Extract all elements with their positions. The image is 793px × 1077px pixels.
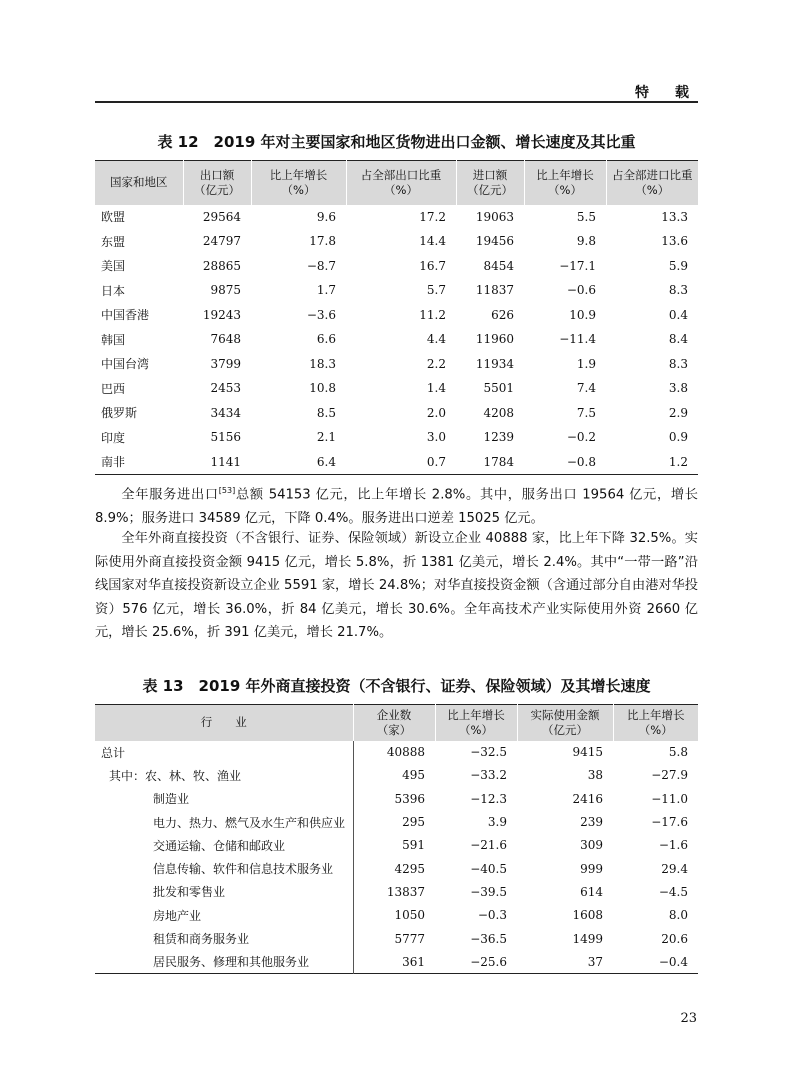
table-row [95, 810, 698, 833]
table-13-cell: 居民服务、修理和其他服务业 [95, 950, 353, 973]
table-13-cell: 租赁和商务服务业 [95, 927, 353, 950]
table-12-cell: 6.6 [316, 332, 336, 347]
table-row [95, 278, 698, 303]
table-12-cell: 1.9 [576, 356, 596, 371]
table-12-cell: 7648 [210, 332, 241, 347]
table-12-cell: 17.8 [309, 234, 336, 249]
table-13-cell: −39.5 [470, 884, 507, 899]
footnote-ref: [53] [218, 486, 236, 495]
table-13-header-cell: 比上年增长 （%） [435, 705, 517, 741]
table-row [95, 450, 698, 475]
table-12-cell: 中国台湾 [101, 357, 150, 372]
table-12-header-cell: 出口额 （亿元） [183, 161, 251, 205]
table-13-cell: 制造业 [95, 787, 353, 810]
table-12-cell: 3.8 [668, 381, 688, 396]
table-13 [95, 704, 698, 974]
table-12-cell: 7.5 [576, 405, 596, 420]
table-12-cell: 1784 [483, 454, 514, 469]
table-13-cell: −40.5 [470, 861, 507, 876]
table-12-cell: 俄罗斯 [101, 406, 138, 421]
table-12-header-cell: 国家和地区 [110, 175, 168, 190]
table-12-header-cell: 占全部出口比重 （%） [346, 161, 456, 205]
table-row [95, 352, 698, 377]
table-12-cell: 28865 [202, 258, 241, 273]
table-12-cell: 韩国 [101, 332, 126, 347]
table-12-cell: 南非 [101, 455, 126, 469]
table-12-header-cell: 比上年增长 （%） [524, 161, 606, 205]
table-13-cell: −32.5 [470, 745, 507, 760]
table-12-cell: −0.8 [566, 454, 596, 469]
table-12-cell: 3434 [210, 405, 241, 420]
table-12-cell: 16.7 [419, 258, 446, 273]
table-12-cell: 17.2 [419, 209, 446, 224]
table-12-cell: 8.3 [668, 356, 688, 371]
table-13-cell: −11.0 [651, 791, 688, 806]
table-row [95, 376, 698, 401]
table-row [95, 927, 698, 950]
table-row [95, 425, 698, 450]
table-12-cell: 6.4 [316, 454, 336, 469]
table-13-cell: 4295 [394, 861, 425, 876]
table-12-cell: 19063 [475, 209, 514, 224]
table-12-cell: 2453 [210, 381, 241, 396]
table-12-title: 表 12 2019 年对主要国家和地区货物进出口金额、增长速度及其比重 [157, 133, 636, 151]
table-13-cell: 239 [580, 815, 603, 830]
table-12-cell: 0.9 [668, 430, 688, 445]
table-12-cell: 14.4 [419, 234, 446, 249]
table-13-cell: 614 [580, 884, 603, 899]
table-13-cell: 295 [402, 815, 425, 830]
table-13-cell: 信息传输、软件和信息技术服务业 [95, 857, 353, 880]
table-13-cell: 其中：农、林、牧、渔业 [95, 764, 353, 787]
table-row [95, 764, 698, 787]
table-12-cell: 18.3 [309, 356, 336, 371]
table-12-cell: 2.1 [316, 430, 336, 445]
table-13-cell: 40888 [386, 745, 425, 760]
table-13-cell: 495 [402, 768, 425, 783]
table-13-cell: 37 [587, 954, 603, 969]
table-13-cell: 9415 [572, 745, 603, 760]
table-row [95, 950, 698, 973]
table-12-cell: 5501 [483, 381, 514, 396]
table-13-cell: 591 [402, 838, 425, 853]
table-row [95, 741, 698, 764]
table-12-cell: 9.8 [576, 234, 596, 249]
table-13-cell: −1.6 [658, 838, 688, 853]
table-12-cell: 美国 [101, 259, 126, 274]
page-number: 23 [680, 1011, 697, 1026]
paragraph-foreign-investment [95, 527, 698, 645]
table-13-cell: 309 [580, 838, 603, 853]
table-12-cell: 0.4 [668, 307, 688, 322]
table-12-cell: 10.9 [569, 307, 596, 322]
table-12-header-cell: 占全部进口比重 （%） [606, 161, 698, 205]
table-13-cell: 5777 [394, 931, 425, 946]
table-12-header-cell: 比上年增长 （%） [251, 161, 346, 205]
table-12-cell: 5.9 [668, 258, 688, 273]
table-13-cell: −0.4 [658, 954, 688, 969]
table-13-cell: 3.9 [487, 815, 507, 830]
table-12-cell: 13.6 [661, 234, 688, 249]
table-13-cell: 38 [587, 768, 603, 783]
table-12-cell: 9.6 [316, 209, 336, 224]
table-12-cell: 1141 [210, 454, 241, 469]
table-13-header-cell: 企业数 （家） [353, 705, 435, 741]
table-row [95, 229, 698, 254]
table-row [95, 834, 698, 857]
table-12-cell: 0.7 [426, 454, 446, 469]
table-13-cell: 1608 [572, 908, 603, 923]
table-row [95, 857, 698, 880]
table-13-cell: 电力、热力、燃气及水生产和供应业 [95, 810, 353, 833]
table-13-cell: 999 [580, 861, 603, 876]
table-row [95, 880, 698, 903]
table-13-cell: 361 [402, 954, 425, 969]
table-13-title: 表 13 2019 年外商直接投资（不含银行、证券、保险领域）及其增长速度 [142, 677, 651, 695]
table-13-cell: 5396 [394, 791, 425, 806]
table-13-cell: −4.5 [658, 884, 688, 899]
table-13-cell: −12.3 [470, 791, 507, 806]
table-13-header-cell: 行 业 [200, 715, 247, 730]
table-12-cell: 8.5 [316, 405, 336, 420]
table-13-cell: 交通运输、仓储和邮政业 [95, 834, 353, 857]
table-12-cell: 5.7 [426, 283, 446, 298]
table-12-cell: −0.6 [566, 283, 596, 298]
table-12-cell: 19243 [202, 307, 241, 322]
table-12-cell: 2.2 [426, 356, 446, 371]
para1-text-after: 总额 54153 亿元，比上年增长 2.8%。其中，服务出口 19564 亿元，增长 8.9%；服务进口 34589 亿元，下降 0.4%。服务进出口逆差 15025 亿元。 [95, 487, 698, 526]
table-12-cell: −0.2 [566, 430, 596, 445]
table-12-cell: −17.1 [559, 258, 596, 273]
table-12-cell: 东盟 [101, 234, 126, 249]
table-12-cell: 1.4 [426, 381, 446, 396]
table-12-cell: 2.9 [668, 405, 688, 420]
table-12-cell: 3.0 [426, 430, 446, 445]
table-12-cell: 5156 [210, 430, 241, 445]
table-13-cell: 29.4 [661, 861, 688, 876]
table-row [95, 787, 698, 810]
table-12-cell: 欧盟 [101, 210, 126, 225]
table-12-cell: 24797 [202, 234, 241, 249]
table-12-cell: 2.0 [426, 405, 446, 420]
table-12-cell: 巴西 [101, 381, 126, 396]
table-12-cell: 626 [491, 307, 514, 322]
table-12-cell: 13.3 [661, 209, 688, 224]
table-13-cell: 总计 [95, 741, 353, 764]
para2-text: 全年外商直接投资（不含银行、证券、保险领域）新设立企业 40888 家，比上年下降 32.5%。实际使用外商直接投资金额 9415 亿元，增长 5.8%，折 1381 亿美元，增长 2.4%。其中“一带一路”沿线国家对华直接投资新设立企业 5591 家，增长 24.8%；对华直接投资金额（含通过部分自由港对华投资）576 亿元，增长 36.0%，折 84 亿美元，增长 30.6%。全年高技术产业实际使用外资 2660 亿元，增长 25.6%，折 391 亿美元，增长 21.7%。 [95, 531, 698, 640]
header-rule [95, 101, 698, 103]
table-row [95, 254, 698, 279]
table-row [95, 904, 698, 927]
paragraph-services-trade [95, 479, 698, 530]
table-13-cell: −25.6 [470, 954, 507, 969]
table-row [95, 401, 698, 426]
table-12-cell: 7.4 [576, 381, 596, 396]
table-12-cell: 8.3 [668, 283, 688, 298]
table-13-cell: 1050 [394, 908, 425, 923]
table-13-cell: 1499 [572, 931, 603, 946]
table-12-cell: −8.7 [306, 258, 336, 273]
table-12-cell: 4208 [483, 405, 514, 420]
table-13-cell: −33.2 [470, 768, 507, 783]
table-13-header-cell: 实际使用金额 （亿元） [517, 705, 613, 741]
table-12-cell: 10.8 [309, 381, 336, 396]
table-12-cell: 印度 [101, 430, 126, 445]
table-13-cell: 8.0 [668, 908, 688, 923]
table-12-cell: 5.5 [576, 209, 596, 224]
table-12-cell: 4.4 [426, 332, 446, 347]
section-header-label: 特 载 [635, 85, 695, 101]
table-13-cell: 批发和零售业 [95, 880, 353, 903]
table-12-cell: 11.2 [419, 307, 446, 322]
table-12-cell: 9875 [210, 283, 241, 298]
table-12-cell: −11.4 [559, 332, 596, 347]
table-12-cell: 19456 [475, 234, 514, 249]
table-12-cell: 1.7 [316, 283, 336, 298]
table-row [95, 205, 698, 230]
table-13-cell: −27.9 [651, 768, 688, 783]
table-12-cell: 29564 [202, 209, 241, 224]
table-12-cell: 11960 [475, 332, 514, 347]
table-13-cell: 2416 [572, 791, 603, 806]
table-13-header-cell: 比上年增长 （%） [613, 705, 698, 741]
table-12-cell: 日本 [101, 283, 126, 298]
table-13-cell: −0.3 [477, 908, 507, 923]
table-12-cell: 11837 [475, 283, 514, 298]
table-12-cell: 11934 [475, 356, 514, 371]
para1-text-before: 全年服务进出口 [121, 487, 219, 503]
table-13-cell: 5.8 [668, 745, 688, 760]
table-13-cell: −17.6 [651, 815, 688, 830]
table-13-cell: 13837 [386, 884, 425, 899]
table-13-cell: 房地产业 [95, 904, 353, 927]
table-12-cell: 中国香港 [101, 308, 150, 323]
table-12-cell: 1239 [483, 430, 514, 445]
table-12-cell: −3.6 [306, 307, 336, 322]
table-12-cell: 8.4 [668, 332, 688, 347]
table-13-cell: −36.5 [470, 931, 507, 946]
table-13-cell: −21.6 [470, 838, 507, 853]
table-12-cell: 3799 [210, 356, 241, 371]
table-13-cell: 20.6 [661, 931, 688, 946]
table-12-cell: 8454 [483, 258, 514, 273]
table-row [95, 327, 698, 352]
table-row [95, 303, 698, 328]
table-12 [95, 160, 698, 475]
table-12-cell: 1.2 [668, 454, 688, 469]
table-12-header-cell: 进口额 （亿元） [456, 161, 524, 205]
